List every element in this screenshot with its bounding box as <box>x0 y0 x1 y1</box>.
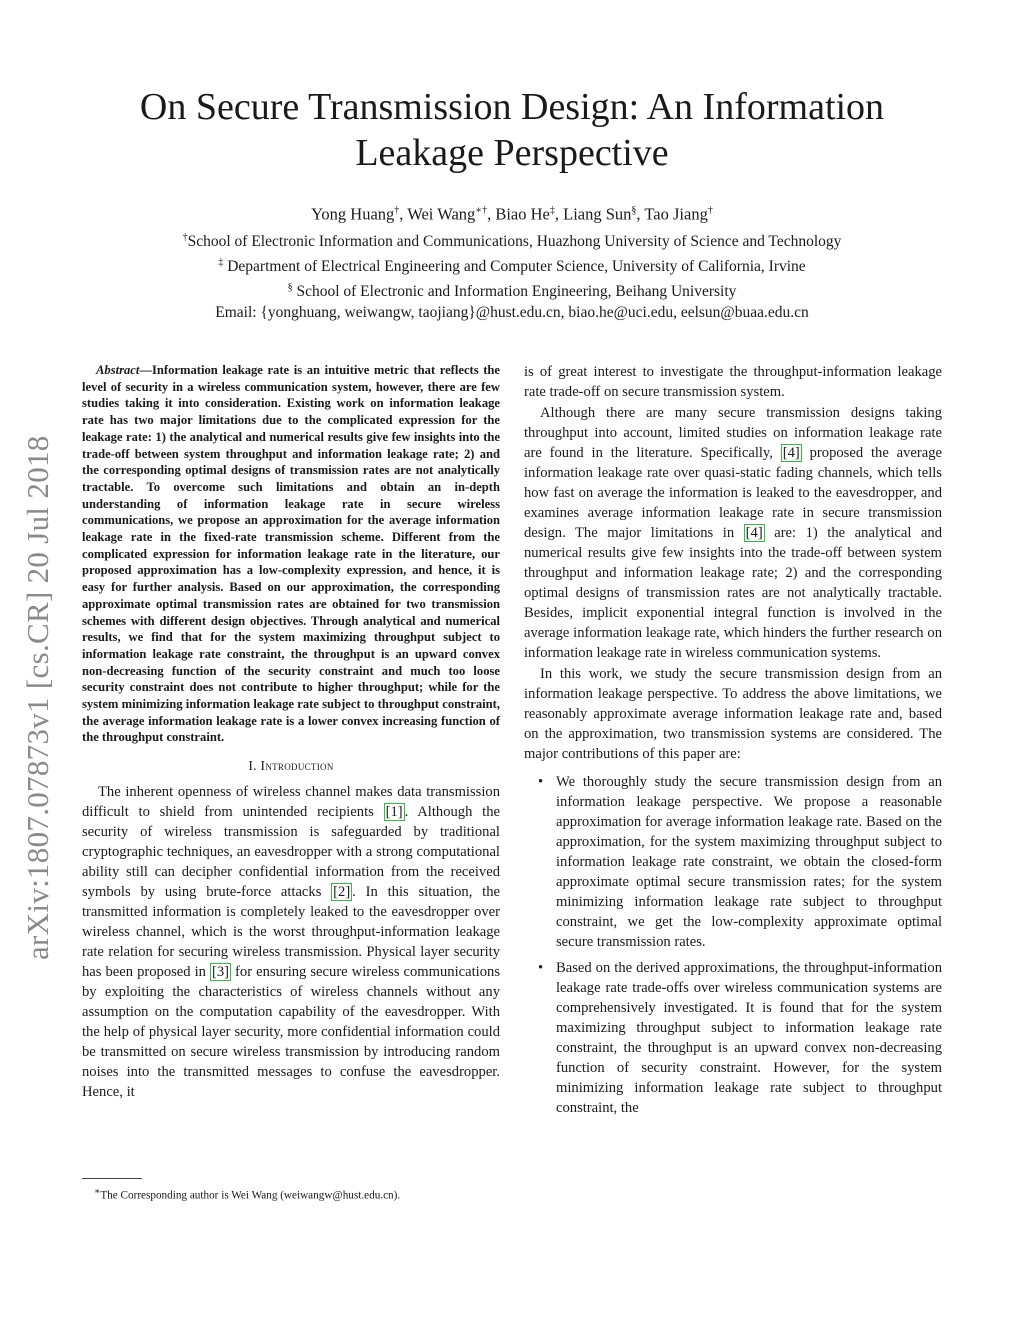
arxiv-stamp: arXiv:1807.07873v1 [cs.CR] 20 Jul 2018 <box>20 435 55 960</box>
citation-link[interactable]: [3] <box>211 964 230 981</box>
footnote-mark: ∗ <box>94 1187 101 1197</box>
footnote-text: The Corresponding author is Wei Wang (weiwangw@hust.edu.cn). <box>100 1189 401 1202</box>
body-paragraph <box>524 403 942 663</box>
affiliation <box>60 227 964 252</box>
list-item-text: Based on the derived approximations, the throughput-information leakage rate trade-offs over wireless communication systems are comprehensively investigated. It is found that for the system maximizing throughput subject to information leakage rate constraint, the throughput is an upward convex non-decreasing function of security constraint. However, for the system minimizing information leakage rate subject to throughput constraint, the <box>556 960 942 1116</box>
footnote <box>94 1186 400 1202</box>
abstract-label: Abstract <box>96 363 140 377</box>
list-item <box>538 958 942 1118</box>
email-line: Email: {yonghuang, weiwangw, taojiang}@hust.edu.cn, biao.he@uci.edu, eelsun@buaa.edu.cn <box>215 303 809 321</box>
abstract <box>82 362 500 746</box>
paragraph-text: . Although the security of wireless transmission is safeguarded by traditional cryptographic techniques, an eavesdropper with a strong computational ability still can decipher confidential information from the received symbols by using brute-force attacks <box>82 804 500 901</box>
paragraph-text: for ensuring secure wireless communications by exploiting the characteristics of wireless channels without any assumption on the computation capability of the eavesdropper. With the help of physical layer security, more confidential information could be transmitted on secure wireless transmission by introducing random noises into the transmitted messages to confuse the eavesdropper. Hence, it <box>82 964 500 1101</box>
list-item-text: We thoroughly study the secure transmission design from an information leakage perspective. We propose a reasonable approximation for average information leakage rate. Based on the approximation, for the system maximizing throughput subject to information leakage rate constraint, we obtain the closed-form approximate optimal secure transmission rates; for the system minimizing information leakage rate subject to throughput constraint, we get the low-complexity approximate optimal secure transmission rates. <box>556 774 942 950</box>
affiliation-text: School of Electronic Information and Communications, Huazhong University of Science and Technology <box>187 232 842 250</box>
citation-link[interactable]: [1] <box>385 804 403 821</box>
bullet-icon: • <box>538 774 544 790</box>
body-paragraph: In this work, we study the secure transmission design from an information leakage perspective. To address the above limitations, we reasonably approximate average information leakage rate and, based on the approximation, two transmission systems are considered. The major contributions of this paper are: <box>524 666 942 762</box>
bullet-icon: • <box>538 960 544 976</box>
affiliation-mark: † <box>182 231 188 243</box>
left-column <box>82 362 500 1102</box>
citation-link[interactable]: [4] <box>745 525 763 541</box>
citation-link[interactable]: [4] <box>782 445 800 461</box>
affiliation-text: Department of Electrical Engineering and Computer Science, University of California, Irvine <box>223 257 806 275</box>
paragraph-text: proposed the average information leakage rate over quasi-static fading channels, which tells how fast on average the information is leaked to the eavesdropper, and examines average information leakage rate in secure transmission design. The major limitations in <box>524 445 942 541</box>
paragraph-text: are: 1) the analytical and numerical results give few insights into the trade-off between system throughput and information leakage rate; 2) and the corresponding optimal designs of transmission rates are not analytically tractable. Besides, implicit exponential integral function is involved in the average information leakage rate, which hinders the further research on information leakage rate in wireless communication systems. <box>524 525 942 661</box>
author-mark: † <box>707 205 713 216</box>
paragraph-text: The inherent openness of wireless channel makes data transmission difficult to shield from unintended recipients <box>82 784 500 821</box>
author-name: Liang Sun <box>563 204 632 224</box>
paragraph-text: . In this situation, the transmitted information is completely leaked to the eavesdropper over wireless channel, which is the worst throughput-information leakage rate relation for securing wireless transmission. Physical layer security has been proposed in <box>82 884 501 981</box>
paper-title: On Secure Transmission Design: An Information Leakage Perspective <box>139 86 885 174</box>
author-mark: ∗† <box>475 205 488 216</box>
author-name: Wei Wang <box>407 204 476 224</box>
author-name: Biao He <box>495 204 550 224</box>
author-names: Yong Huang†, Wei Wang∗†, Biao He‡, Liang Sun§, Tao Jiang† <box>311 204 713 224</box>
affiliation <box>60 252 964 277</box>
author-mark: † <box>394 205 400 216</box>
author-block <box>60 200 964 323</box>
citation-link[interactable]: [2] <box>333 884 351 901</box>
section-title: Introduction <box>260 758 334 774</box>
right-column <box>524 362 942 1124</box>
affiliation-mark: ‡ <box>218 256 224 268</box>
contributions-list <box>524 772 942 1118</box>
affiliation-mark: § <box>287 281 293 293</box>
affiliation-text: School of Electronic and Information Engineering, Beihang University <box>292 282 737 300</box>
body-paragraph: is of great interest to investigate the throughput-information leakage rate trade-off on secure transmission system. <box>524 364 942 400</box>
author-mark: ‡ <box>549 205 555 216</box>
list-item <box>538 772 942 952</box>
intro-paragraph <box>82 782 500 1102</box>
section-heading <box>82 758 500 774</box>
author-mark: § <box>631 205 637 216</box>
abstract-text: —Information leakage rate is an intuitive metric that reflects the level of security in a wireless communication system, however, there are few studies taking it into consideration. Existing work on information leakage rate has two major limitations due to the complicated expression for the leakage rate: 1) the analytical and numerical results give few insights into the trade-off between system throughput and information leakage rate; 2) and the corresponding optimal designs of transmission rates are not analytically tractable. To overcome such limitations and obtain an in-depth understanding of information leakage rate in secure wireless communications, we propose an approximation for the average information leakage rate in the fixed-rate transmission scheme. Different from the complicated expression for information leakage rate in the literature, our proposed approximation has a low-complexity expression, and hence, it is easy for further analysis. Based on our approximation, the corresponding approximate optimal transmission rates are obtained for two transmission schemes with different design objectives. Through analytical and numerical results, we find that for the system maximizing throughput subject to information leakage rate constraint, the throughput is an upward convex non-decreasing function of the security constraint and much too loose security constraint does not contribute to higher throughput; while for the system minimizing information leakage rate subject to throughput constraint, the average information leakage rate is a lower convex increasing function of the throughput constraint. <box>82 363 500 745</box>
author-name: Tao Jiang <box>644 204 708 224</box>
footnote-rule <box>82 1178 142 1179</box>
affiliation <box>60 277 964 302</box>
section-number: I. <box>248 758 261 774</box>
author-name: Yong Huang <box>311 204 395 224</box>
paragraph-text: Although there are many secure transmission designs taking throughput into account, limited studies on information leakage rate are found in the literature. Specifically, <box>524 405 942 461</box>
